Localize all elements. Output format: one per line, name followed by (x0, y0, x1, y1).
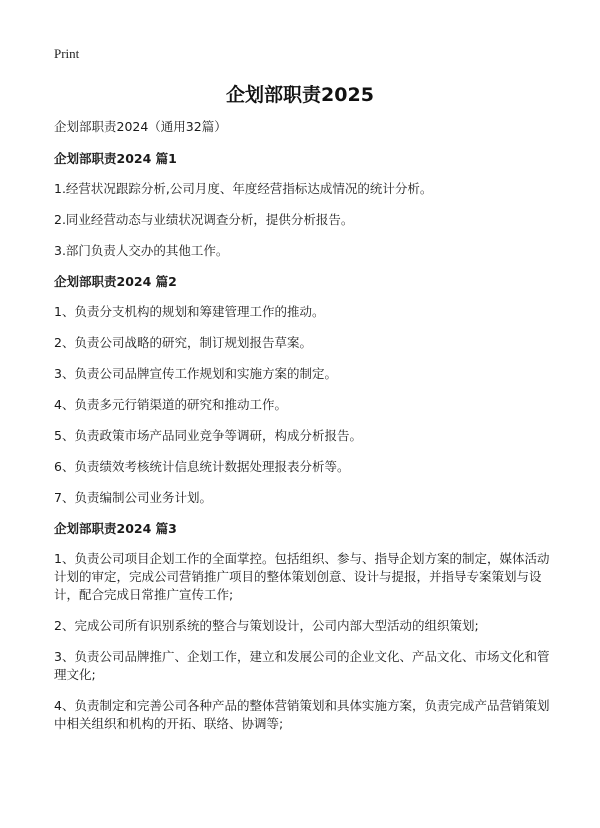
list-item: 4、负责多元行销渠道的研究和推动工作。 (54, 397, 287, 412)
print-link[interactable]: Print (54, 46, 80, 61)
list-item: 1.经营状况跟踪分析,公司月度、年度经营指标达成情况的统计分析。 (54, 181, 433, 196)
list-item: 2、负责公司战略的研究，制订规划报告草案。 (54, 335, 312, 350)
list-item: 3.部门负责人交办的其他工作。 (54, 243, 229, 258)
list-item: 7、负责编制公司业务计划。 (54, 490, 212, 505)
list-item: 4、负责制定和完善公司各种产品的整体营销策划和具体实施方案，负责完成产品营销策划中相关组织和机构的开拓、联络、协调等; (54, 698, 550, 731)
list-item: 6、负责绩效考核统计信息统计数据处理报表分析等。 (54, 459, 350, 474)
section-1 (54, 150, 560, 260)
list-item: 2、完成公司所有识别系统的整合与策划设计，公司内部大型活动的组织策划; (54, 618, 479, 633)
section-heading: 企划部职责2024 篇1 (54, 151, 177, 166)
list-item: 1、负责分支机构的规划和筹建管理工作的推动。 (54, 304, 325, 319)
section-heading: 企划部职责2024 篇2 (54, 274, 177, 289)
page-title: 企划部职责2025 (226, 84, 374, 106)
document-subtitle: 企划部职责2024（通用32篇） (54, 119, 227, 134)
section-2 (54, 273, 560, 507)
section-heading: 企划部职责2024 篇3 (54, 521, 177, 536)
list-item: 5、负责政策市场产品同业竞争等调研，构成分析报告。 (54, 428, 362, 443)
list-item: 3、负责公司品牌推广、企划工作，建立和发展公司的企业文化、产品文化、市场文化和管理文化; (54, 649, 550, 682)
list-item: 2.同业经营动态与业绩状况调查分析，提供分析报告。 (54, 212, 354, 227)
section-3 (54, 520, 560, 733)
document-body (54, 118, 560, 746)
list-item: 1、负责公司项目企划工作的全面掌控。包括组织、参与、指导企划方案的制定，媒体活动计划的审定，完成公司营销推广项目的整体策划创意、设计与提报，并指导专案策划与设计，配合完成日常推广宣传工作; (54, 551, 550, 602)
list-item: 3、负责公司品牌宣传工作规划和实施方案的制定。 (54, 366, 337, 381)
